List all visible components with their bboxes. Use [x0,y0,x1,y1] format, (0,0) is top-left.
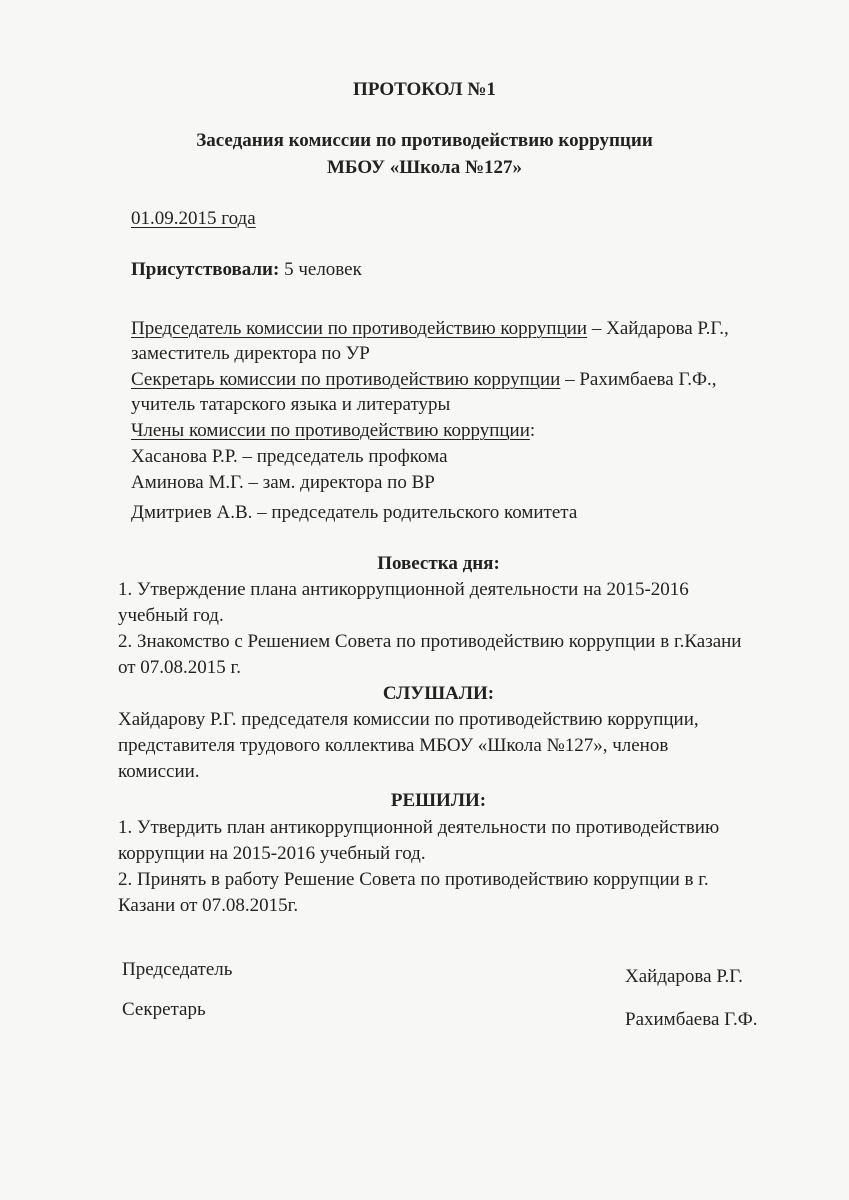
document-subtitle-line1: Заседания комиссии по противодействию коррупции [196,130,653,151]
secretary-name: – Рахимбаева Г.Ф., [560,369,717,390]
attendance-value: 5 человек [279,259,362,280]
heard-heading: СЛУШАЛИ: [382,683,495,704]
agenda-item1-line2: учебный год. [118,605,224,626]
document-subtitle-line2: МБОУ «Школа №127» [326,157,523,178]
agenda-heading: Повестка дня: [377,553,500,574]
heard-line2: представителя трудового коллектива МБОУ «Школа №127», членов [118,735,669,756]
members-label: Члены комиссии по противодействию коррупции [131,420,530,441]
chair-line [131,318,729,340]
secretary-role: Секретарь комиссии по противодействию коррупции [131,369,561,390]
chair-name: – Хайдарова Р.Г., [587,318,729,339]
chair-role: Председатель комиссии по противодействию коррупции [131,318,588,339]
secretary-line [131,369,717,391]
members-label-line [131,420,535,442]
meeting-date: 01.09.2015 года [131,208,256,229]
signature-secretary-label: Секретарь [122,999,206,1020]
signature-chair-name: Хайдарова Р.Г. [625,966,743,987]
signature-secretary-name: Рахимбаева Г.Ф. [625,1009,758,1030]
agenda-item1-line1: 1. Утверждение плана антикоррупционной деятельности на 2015-2016 [118,579,689,600]
attendance-label: Присутствовали: [131,259,280,280]
member-1: Хасанова Р.Р. – председатель профкома [131,446,448,467]
signature-chair-label: Председатель [122,959,233,980]
agenda-item2-line2: от 07.08.2015 г. [118,657,241,678]
member-2: Аминова М.Г. – зам. директора по ВР [131,472,435,493]
decided-item2-line1: 2. Принять в работу Решение Совета по противодействию коррупции в г. [118,869,709,890]
decided-heading: РЕШИЛИ: [390,790,487,811]
decided-item2-line2: Казани от 07.08.2015г. [118,895,299,916]
secretary-position: учитель татарского языка и литературы [131,394,451,415]
decided-item1-line2: коррупции на 2015-2016 учебный год. [118,843,426,864]
heard-line3: комиссии. [118,761,200,782]
heard-line1: Хайдарову Р.Г. председателя комиссии по противодействию коррупции, [118,709,699,730]
member-3: Дмитриев А.В. – председатель родительского комитета [131,502,578,523]
decided-item1-line1: 1. Утвердить план антикоррупционной деятельности по противодействию [118,817,720,838]
agenda-item2-line1: 2. Знакомство с Решением Совета по противодействию коррупции в г.Казани [118,631,742,652]
document-title: ПРОТОКОЛ №1 [353,79,496,100]
attendance-line [131,259,362,281]
chair-position: заместитель директора по УР [131,343,370,364]
members-colon: : [529,420,536,441]
